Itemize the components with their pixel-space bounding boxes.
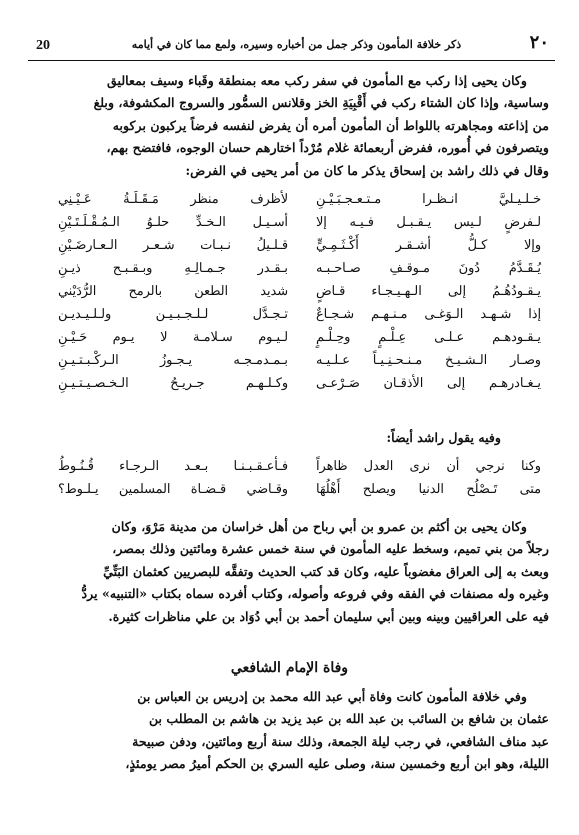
poem-rashid-2 xyxy=(58,455,541,501)
poem-verse xyxy=(58,372,541,395)
text-line: عبد مناف الشافعي، في رجب ليلة الجمعة، وذلك سنة أربع ومائتين، ودفن صبيحة xyxy=(132,733,549,749)
poem-verse xyxy=(58,455,541,478)
poem-verse xyxy=(58,188,541,211)
text-line: وكان يحيى إذا ركب مع المأمون في سفر ركب معه بمنطقة وقَباء وسيف بمعاليق xyxy=(107,73,527,88)
chapter-title: ذكر خلافة المأمون وذكر جمل من أخباره وسيره، ولمع مما كان في أيامه xyxy=(131,38,462,51)
verse-second-hemistich: لـيـوم سـلامـة لا يـوم حَـيْـنِ xyxy=(58,330,288,345)
verse-first-hemistich: وإلا كـلُّ أشـقـر أَكْـثَـمِـيٍّ xyxy=(316,238,541,253)
verse-second-hemistich: شديد الطعن بالرمح الرُّدَيْني xyxy=(58,284,288,299)
verse-second-hemistich: بـقـدر جـمـالِـهِ وبـقـبـح ذيـنِ xyxy=(58,261,288,276)
verse-second-hemistich: قـلـيلُ نـبـات شـعـر الـعـارضَـيْنِ xyxy=(58,238,288,253)
verse-second-hemistich: بـمـدمـجـه يـجـوزُ الـركْـبـتـيـنِ xyxy=(58,353,288,368)
text-line: الليلة، وهو ابن أربع وخمسين سنة، وصلى عليه السري بن الحكم أميرُ مصر يومئذٍ، xyxy=(125,756,549,772)
verse-first-hemistich: يـقـودُهُـمُ إلى الـهـيـجـاء قـاضٍ xyxy=(316,284,541,299)
text-line: ويتصرفون في أُموره، ففرض أربعمائة غلام مُرْداً اختارهم حسان الوجوه، فافتضح بهم، xyxy=(106,140,549,156)
paragraph-yahya-riding xyxy=(40,70,549,182)
poem-verse xyxy=(58,280,541,303)
text-line: من إذاعته ومجاهرته باللواط أن المأمون أمره أن يفرض لنفسه فرضاً يركبون بركوبه xyxy=(112,117,549,133)
verse-second-hemistich: فـأعـقـبـنـا بـعـد الـرجـاء قُـنُـوطُ xyxy=(58,459,288,474)
poem-verse xyxy=(58,349,541,372)
text-line: فيه على العراقيين وبينه وبين أبي سليمان أحمد بن أبي دُوَاد بن علي مناظرات كثيرة. xyxy=(108,608,549,624)
verse-second-hemistich: وقـاضي قـضـاة المسلمين يـلـوط؟ xyxy=(58,482,288,497)
text-line: وساسية، وإذا كان الشتاء ركب في أَقْبِيَةِ الخز وقلانس السمُّور والسروج المكشوفة، وبلغ xyxy=(93,95,549,111)
verse-first-hemistich: وصـار الـشـيـخ مـنـحـنِـيـاً عـلـيـه xyxy=(316,353,541,368)
verse-first-hemistich: يـغـادرهـم إلى الأذقـان صَـرْعـى xyxy=(316,376,541,391)
poem-verse xyxy=(58,211,541,234)
paragraph-shafii xyxy=(40,686,549,776)
poem-intro: وفيه يقول راشد أيضاً: xyxy=(386,430,501,445)
poem-rashid-1 xyxy=(58,188,541,395)
verse-first-hemistich: لـفرضٍ لـيس يـقـبـل فـيـه إلا xyxy=(316,215,541,230)
running-header xyxy=(28,30,555,56)
page-number-arabic: ٢٠ xyxy=(529,32,549,53)
verse-second-hemistich: تـجـدَّل لـلـجـبـيـن ولـلـيـديـن xyxy=(58,307,288,322)
verse-first-hemistich: خـلـيـليَّ انـظـرا مـتـعـجـبَـيْـنِ xyxy=(316,192,541,207)
verse-first-hemistich: وكنا نرجي أن نرى العدل ظاهراً xyxy=(316,459,541,474)
verse-first-hemistich: يُـقَـدَّمُ دُونَ مـوقـفِ صـاحـبـه xyxy=(316,261,541,276)
verse-second-hemistich: أسـيـل الـخـدِّ حلـوُ الـمُـقْـلَـتَـيْنِ xyxy=(58,215,288,230)
paragraph-yahya-bio xyxy=(40,516,549,628)
verse-first-hemistich: متى تَـصْلُح الدنيا ويصلح أَهْلُهَا xyxy=(316,482,541,497)
poem-verse xyxy=(58,257,541,280)
text-line: وبعث به إلى العراق مغضوباً عليه، وكان قد كتب الحديث وتفقَّه للبصريين كعثمان البَتِّيِّ xyxy=(103,563,549,579)
poem-verse xyxy=(58,478,541,501)
poem-verse xyxy=(58,234,541,257)
text-line: وقال في ذلك راشد بن إسحاق يذكر ما كان من أمر يحيى في الفرض: xyxy=(185,162,549,178)
page-number-latin: 20 xyxy=(36,38,50,53)
header-rule xyxy=(28,60,555,61)
poem-verse xyxy=(58,326,541,349)
text-line: وكان يحيى بن أكثم بن عمرو بن أبي رباح من أهل خراسان من مدينة مَرْوَ، وكان xyxy=(111,519,527,534)
text-line: وغيره وله مصنفات في الفقه وفي فروعه وأصوله، وكتاب أفرده سماه بكتاب «التنبيه» يردُّ xyxy=(81,586,549,602)
verse-second-hemistich: لأظرف منظر مَـقَـلَـةُ عَـيْـنِي xyxy=(58,192,288,207)
verse-second-hemistich: وكـلـهـم جـريـحُ الـخـصـيـتـيـنِ xyxy=(58,376,288,391)
verse-first-hemistich: يـقـودهـم عـلـى عِـلْـمٍ وحِـلْـمٍ xyxy=(316,330,541,345)
verse-first-hemistich: إذا شـهـد الـوَغـى مـنـهـم شـجـاعٌ xyxy=(316,307,541,322)
text-line: وفي خلافة المأمون كانت وفاة أبي عبد الله محمد بن إدريس بن العباس بن xyxy=(137,689,527,704)
section-heading: وفاة الإمام الشافعي xyxy=(230,660,349,676)
poem-verse xyxy=(58,303,541,326)
text-line: عثمان بن شافع بن السائب بن عبد الله بن عبد يزيد بن هاشم بن المطلب بن xyxy=(148,711,549,727)
text-line: رجلاً من بني تميم، وسخط عليه المأمون في سنة خمس عشرة ومائتين وذلك بمصر، xyxy=(112,541,549,557)
